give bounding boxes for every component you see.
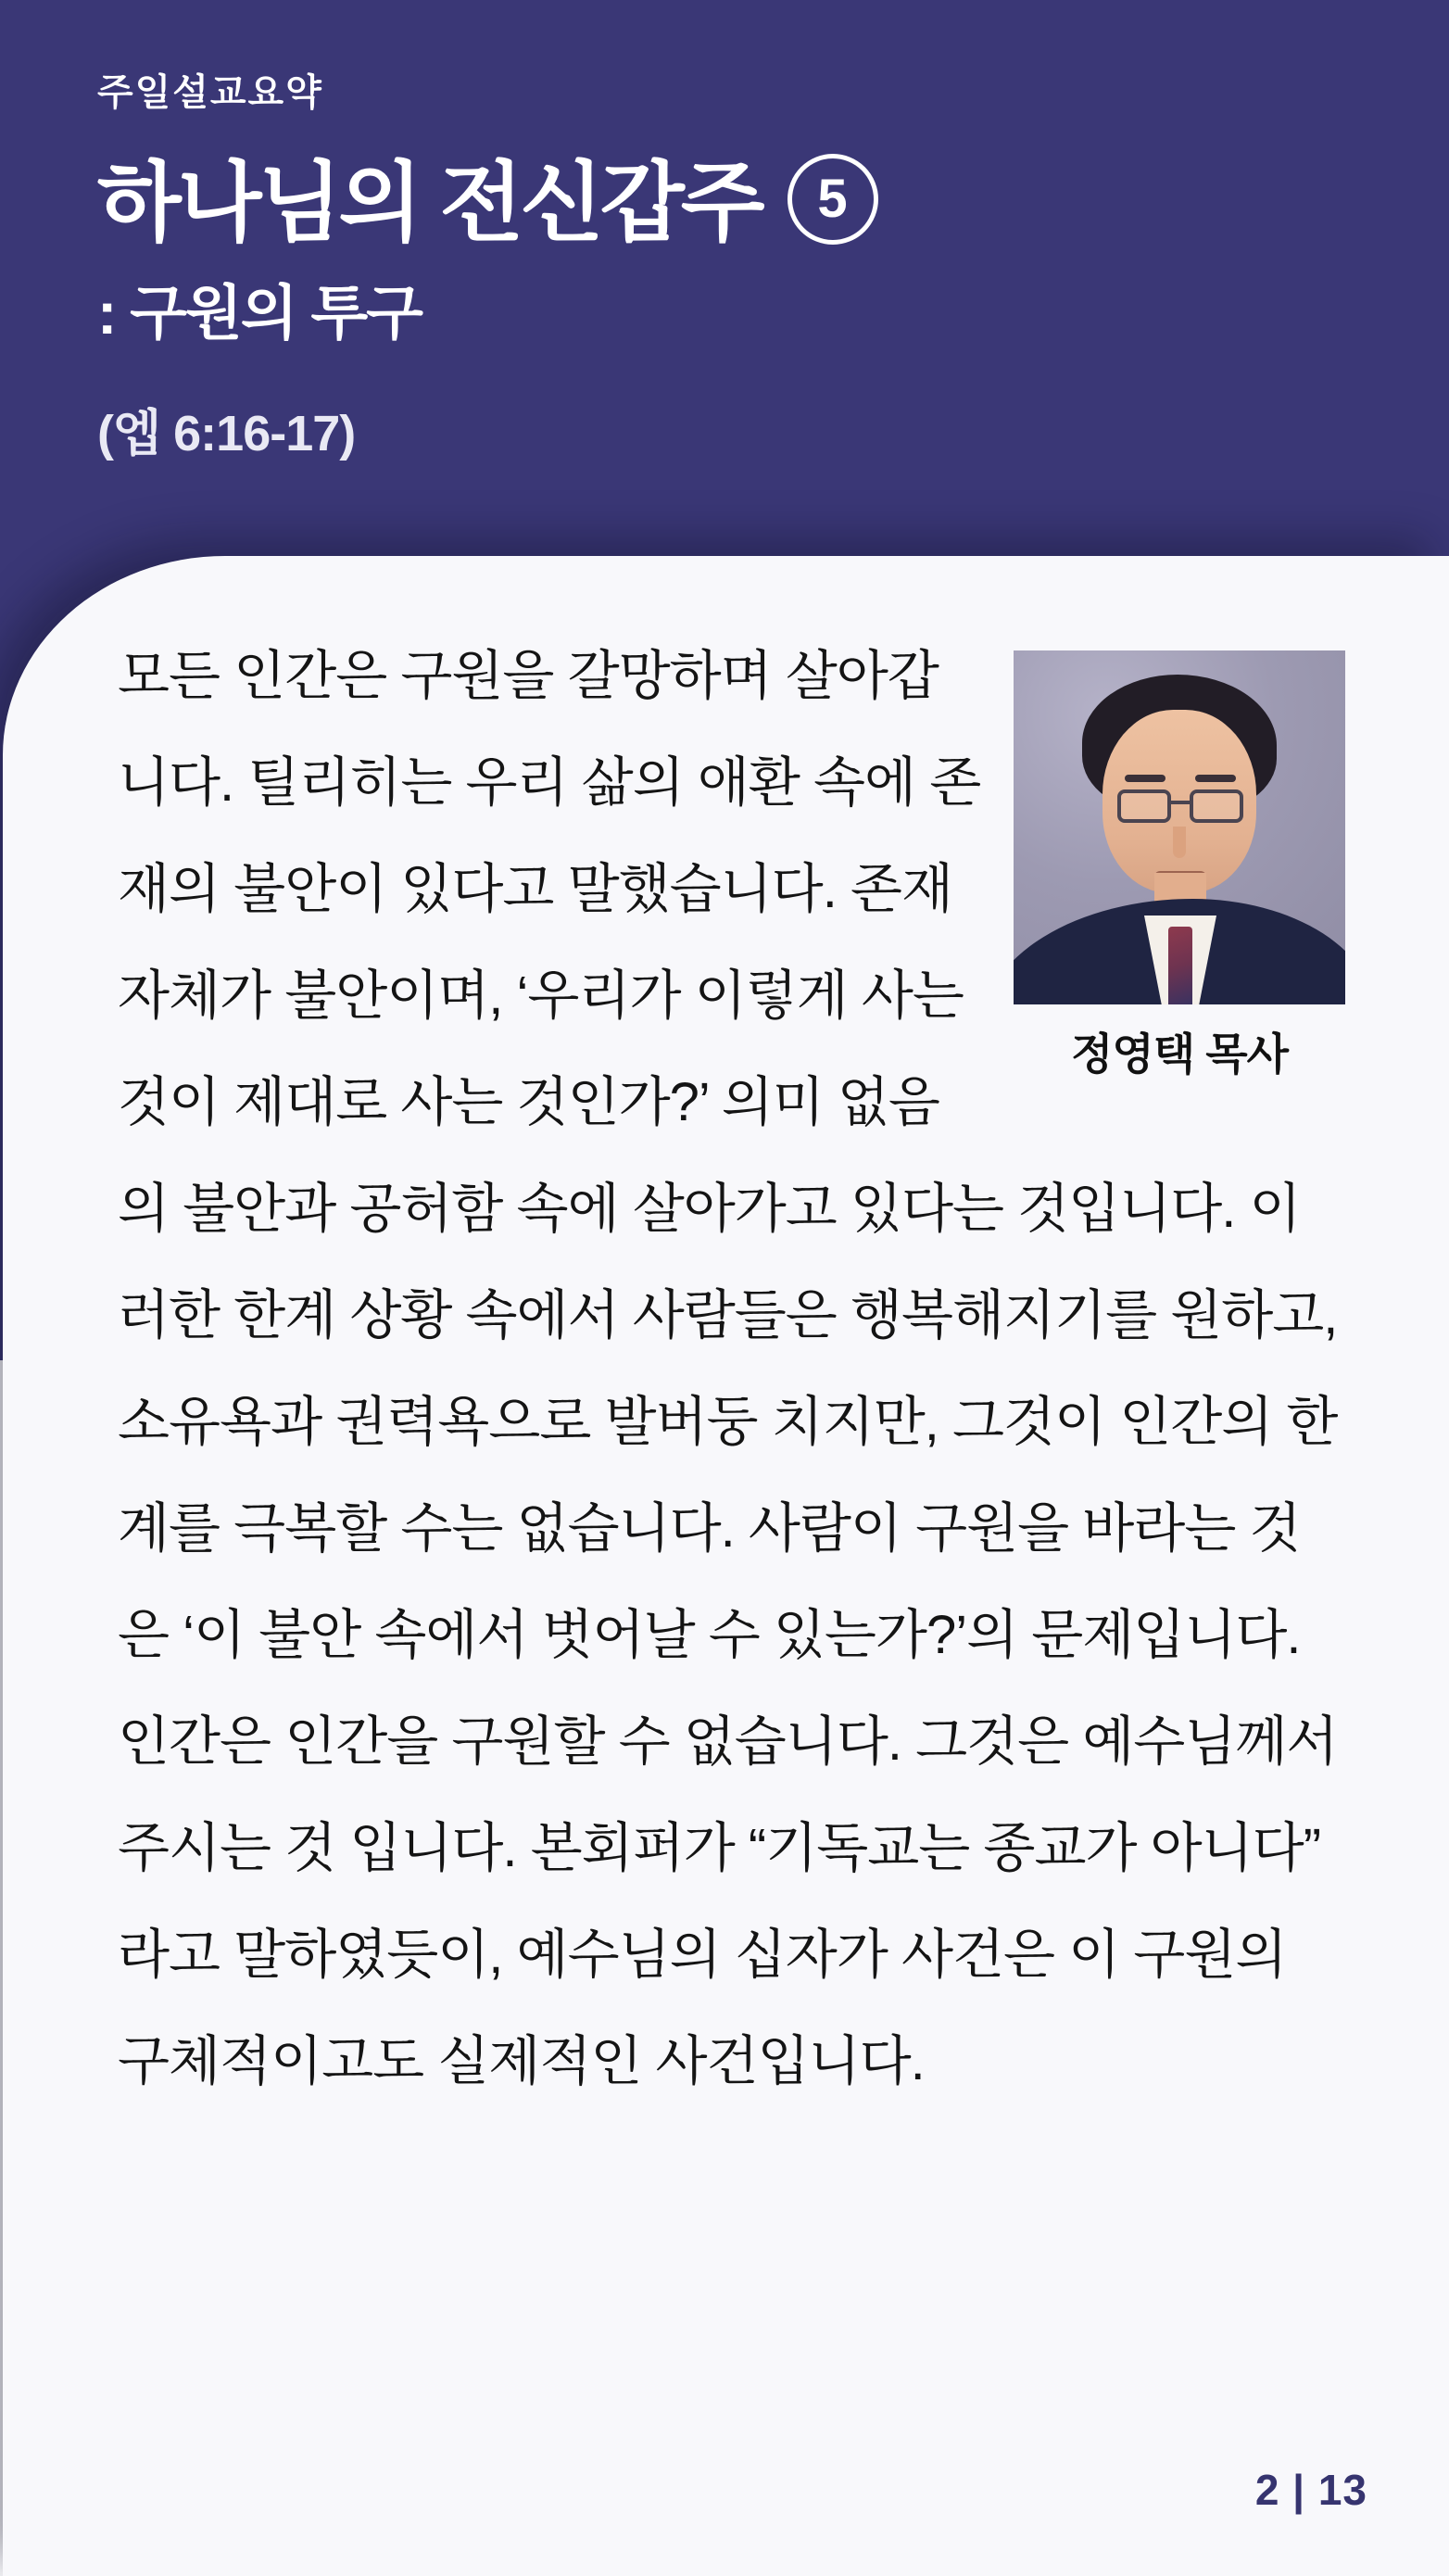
badge-number: 5	[817, 169, 848, 229]
page-indicator: 2 | 13	[1254, 2466, 1367, 2514]
pastor-photo-placeholder	[1014, 650, 1345, 1004]
content-card	[3, 556, 1449, 2576]
photo-nose-shape	[1173, 827, 1186, 858]
page-subtitle: : 구원의 투구	[97, 280, 422, 347]
pastor-figure	[1014, 650, 1345, 1080]
photo-glasses-left-lens-shape	[1117, 789, 1171, 823]
photo-tie-shape	[1168, 927, 1192, 1004]
photo-eyebrow-left-shape	[1125, 775, 1166, 782]
circled-number-badge	[788, 154, 878, 245]
section-label: 주일설교요약	[97, 72, 323, 113]
photo-caption: 정영택 목사	[1070, 1029, 1289, 1079]
sermon-summary-text: 모든 인간은 구원을 갈망하며 살아갑니다. 틸리히는 우리 삶의 애환 속에 존재의 불안이 있다고 말했습니다. 존재 자체가 불안이며, ‘우리가 이렇게 사는 것이 제대로 사는 것인가?’ 의미 없음의 불안과 공허함 속에 살아가고 있다는 것입니다. 이러한 한계 상황 속에서 사람들은 행복해지기를 원하고, 소유욕과 권력욕으로 발버둥 치지만, 그것이 인간의 한계를 극복할 수는 없습니다. 사람이 구원을 바라는 것은 ‘이 불안 속에서 벗어날 수 있는가?’의 문제입니다. 인간은 인간을 구원할 수 없습니다. 그것은 예수님께서 주시는 것 입니다. 본회퍼가 “기독교는 종교가 아니다” 라고 말하였듯이, 예수님의 십자가 사건은 이 구원의 구체적이고도 실제적인 사건입니다.	[118, 646, 1338, 2091]
title-row	[97, 156, 1393, 250]
scripture-reference: (엡 6:16-17)	[97, 406, 356, 461]
header	[0, 0, 1449, 461]
photo-eyebrow-right-shape	[1195, 775, 1236, 782]
photo-glasses-right-lens-shape	[1190, 789, 1243, 823]
page-title: 하나님의 전신갑주	[97, 154, 762, 251]
photo-glasses-bridge-shape	[1169, 801, 1191, 804]
